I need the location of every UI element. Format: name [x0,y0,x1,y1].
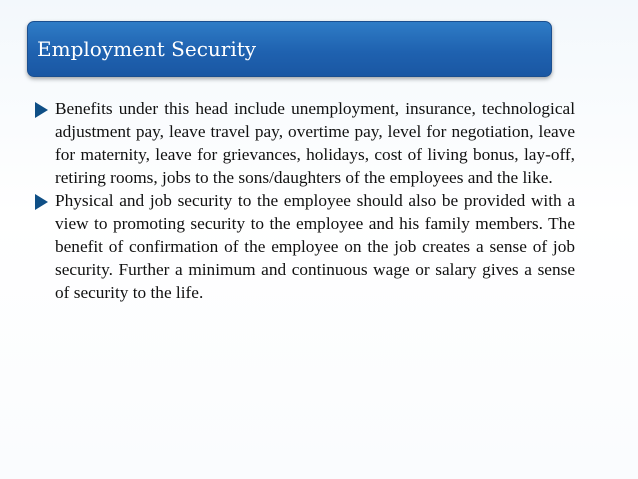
bullet-item [35,189,575,304]
bullet-list [35,97,575,304]
arrow-bullet-icon [35,102,48,118]
title-bar [27,21,552,77]
bullet-text: Benefits under this head include unemployment, insurance, technological adjustment pay, leave travel pay, overtime pay, level for negotiation, leave for maternity, leave for grievances, holidays, cost of living bonus, lay-off, retiring rooms, jobs to the sons/daughters of the employees and the like. [55,99,575,187]
bullet-text: Physical and job security to the employee should also be provided with a view to promoting security to the employee and his family members. The benefit of confirmation of the employee on the job creates a sense of job security. Further a minimum and continuous wage or salary gives a sense of security to the life. [55,191,575,302]
slide-title: Employment Security [37,37,257,61]
bullet-item [35,97,575,189]
arrow-bullet-icon [35,194,48,210]
